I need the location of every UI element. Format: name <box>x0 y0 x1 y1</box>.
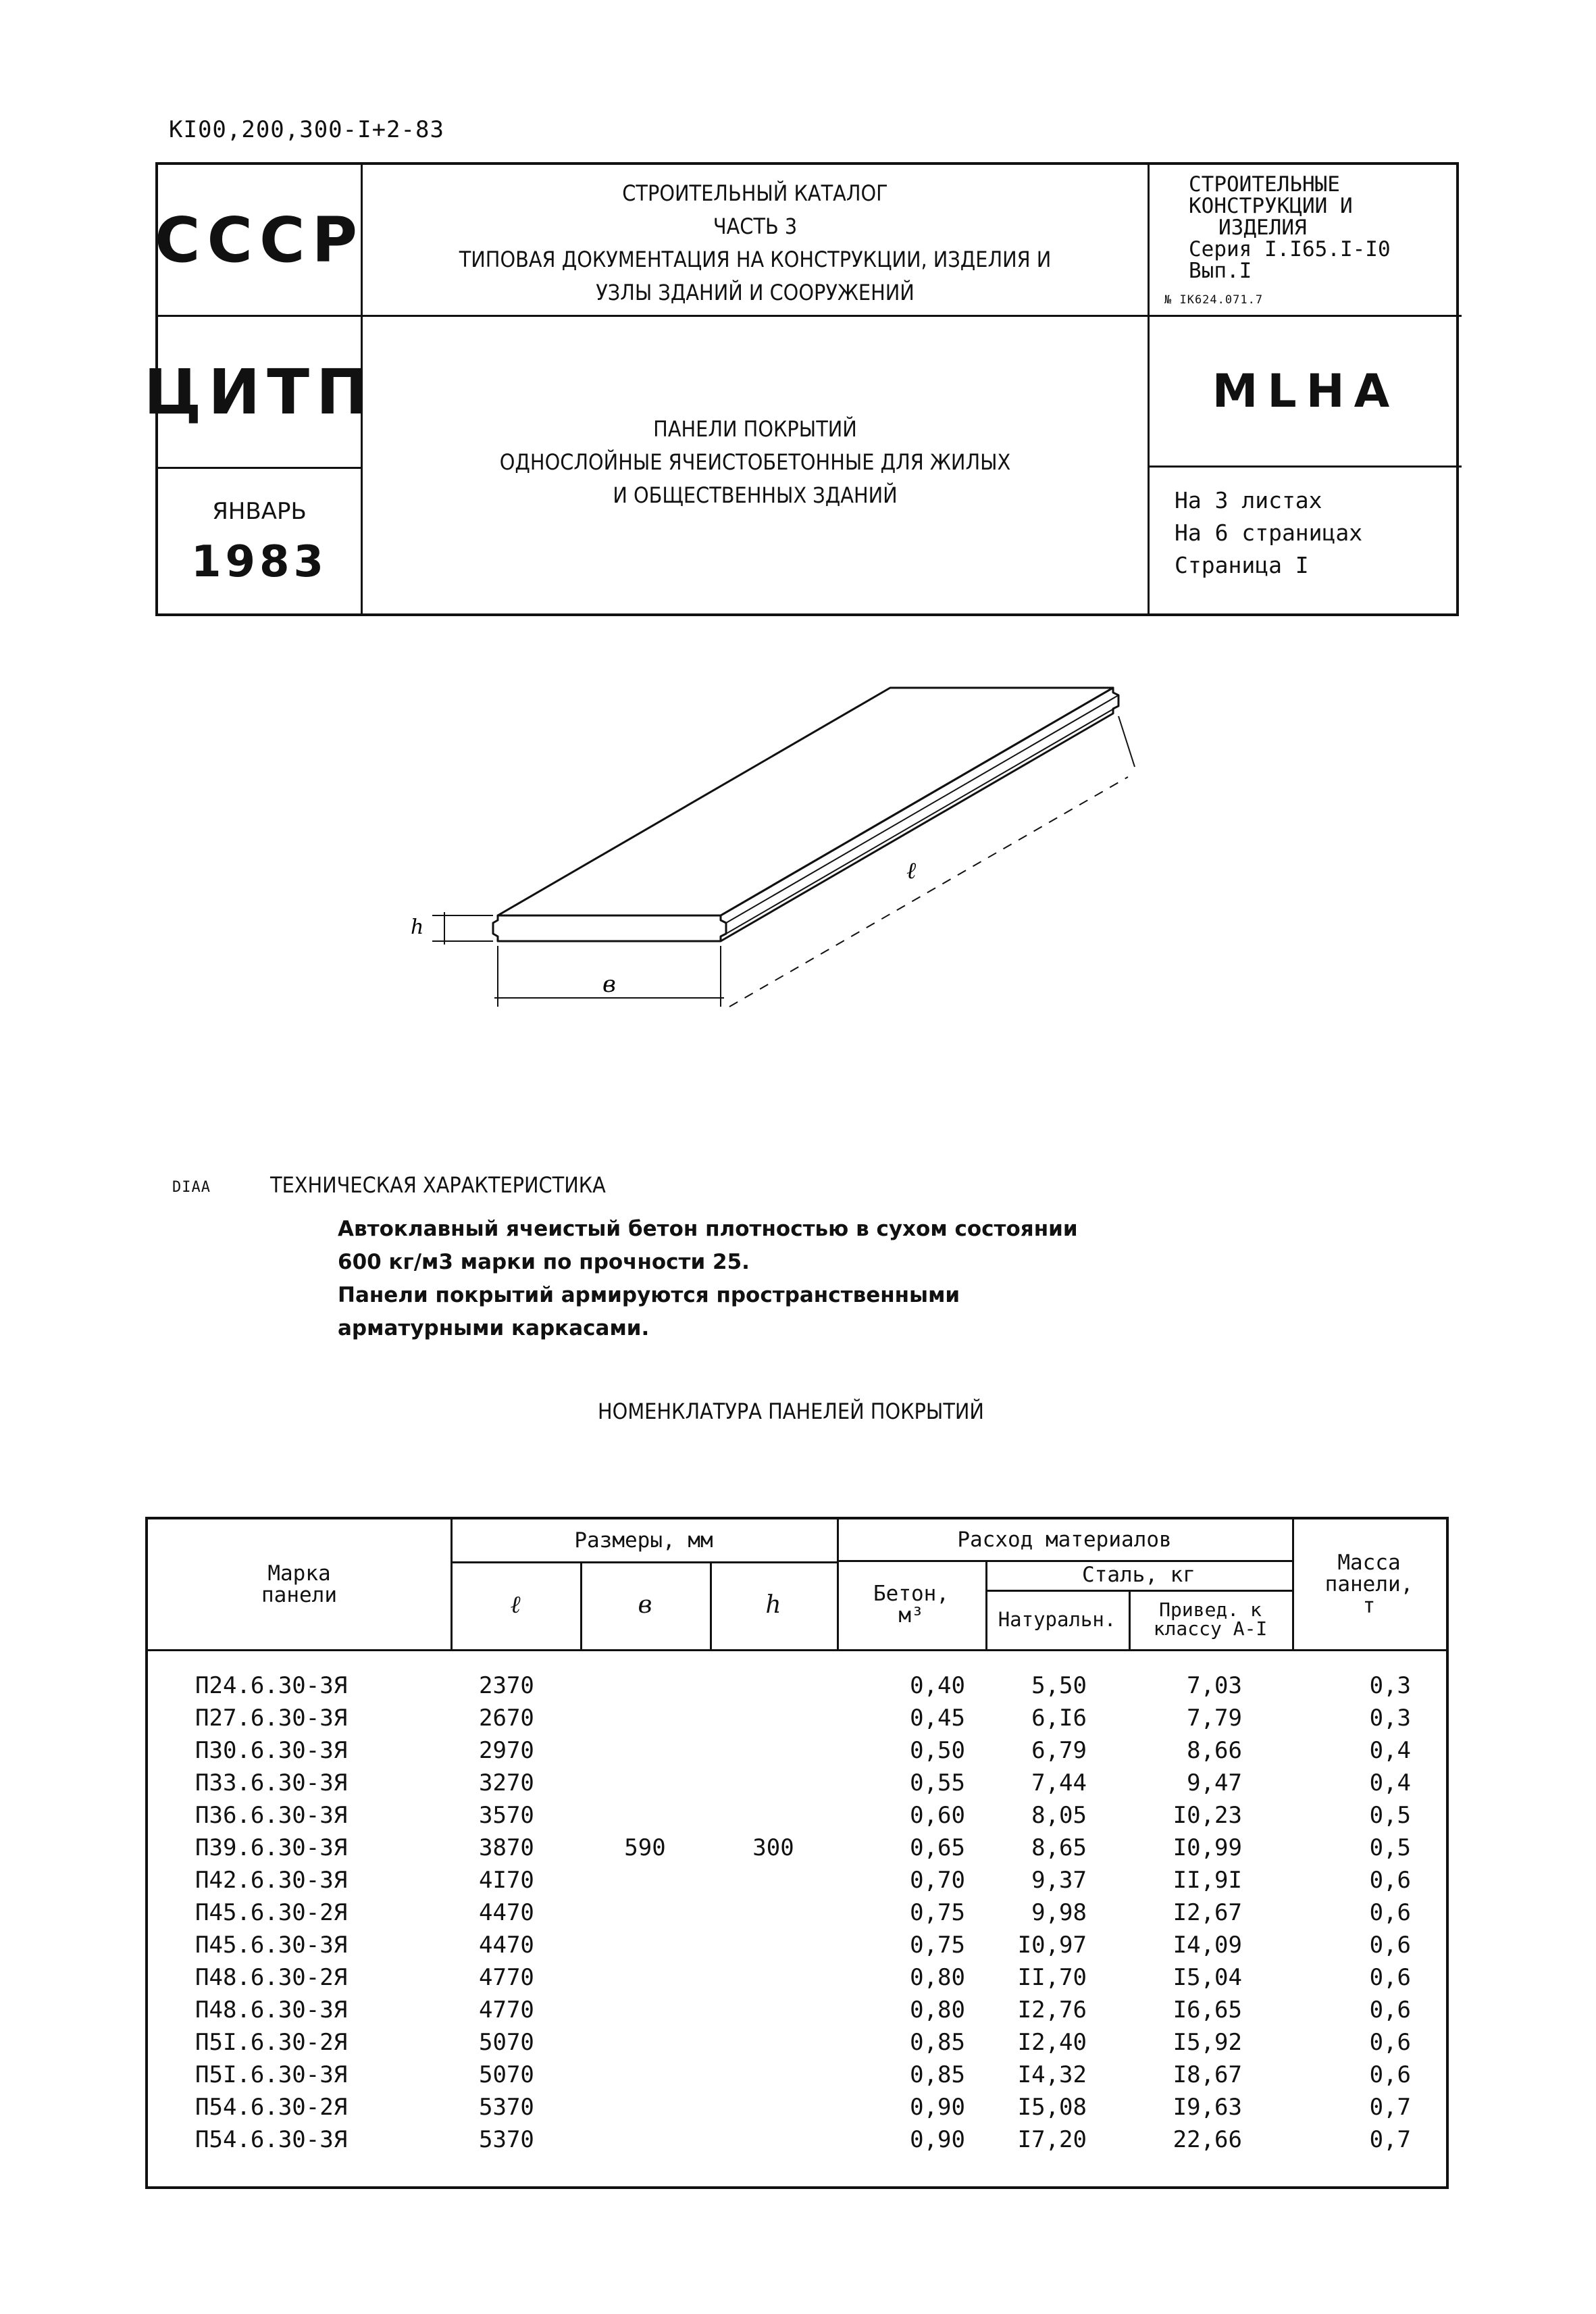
table-cell-steel-natural: 9,37 <box>1031 1867 1087 1894</box>
panel-side-face <box>721 688 1118 941</box>
table-cell-steel-natural: I2,76 <box>1017 1996 1087 2023</box>
tech-line: арматурными каркасами. <box>338 1316 650 1340</box>
table-cell-mass: 0,4 <box>1369 1769 1411 1796</box>
tech-tag: DIAA <box>172 1179 211 1196</box>
table-cell-steel-reduced: 8,66 <box>1187 1737 1242 1764</box>
header-sizes: Размеры, мм <box>574 1528 713 1553</box>
column-concrete <box>864 1669 965 2156</box>
table-cell-steel-natural: I0,97 <box>1017 1932 1087 1959</box>
table-cell-mass: 0,6 <box>1369 1867 1411 1894</box>
series-line: Серия I.I65.I-I0 <box>1189 237 1391 261</box>
table-cell-mark: П27.6.30-3Я <box>195 1705 348 1732</box>
column-mark <box>195 1669 438 2156</box>
table-cell-length: 5370 <box>479 2126 534 2153</box>
table-cell-steel-reduced: 22,66 <box>1173 2126 1242 2153</box>
table-cell-concrete: 0,85 <box>910 2029 965 2056</box>
table-cell-concrete: 0,80 <box>910 1964 965 1991</box>
title-block <box>143 162 1459 616</box>
date-block <box>158 469 361 616</box>
table-cell-steel-natural: I2,40 <box>1017 2029 1087 2056</box>
table-cell-mass: 0,6 <box>1369 2029 1411 2056</box>
table-cell-concrete: 0,90 <box>910 2126 965 2153</box>
table-cell-length: 4470 <box>479 1932 534 1959</box>
table-cell-length: 2670 <box>479 1705 534 1732</box>
header-steel-reduced: Привед. к классу А-I <box>1153 1599 1268 1640</box>
column-height <box>710 1669 837 1864</box>
shared-height-value: 300 <box>752 1834 794 1861</box>
table-cell-mark: П5I.6.30-3Я <box>195 2061 348 2088</box>
table-cell-mark: П30.6.30-3Я <box>195 1737 348 1764</box>
panel-top-face <box>498 688 1113 915</box>
table-cell-length: 3570 <box>479 1802 534 1829</box>
header-steel: Сталь, кг <box>1082 1563 1195 1587</box>
table-cell-mark: П42.6.30-3Я <box>195 1867 348 1894</box>
table-cell-steel-natural: 5,50 <box>1031 1672 1087 1699</box>
table-cell-steel-reduced: I5,04 <box>1173 1964 1242 1991</box>
table-cell-mass: 0,6 <box>1369 1899 1411 1926</box>
table-cell-length: 4470 <box>479 1899 534 1926</box>
document-code: КI00,200,300-I+2-83 <box>169 116 444 143</box>
table-cell-concrete: 0,90 <box>910 2094 965 2121</box>
header-width: в <box>638 1591 652 1619</box>
table-cell-length: 5370 <box>479 2094 534 2121</box>
header-materials: Расход материалов <box>957 1528 1172 1552</box>
table-cell-steel-natural: I7,20 <box>1017 2126 1087 2153</box>
table-cell-length: 2370 <box>479 1672 534 1699</box>
sheet-info <box>1175 482 1458 584</box>
table-cell-mark: П5I.6.30-2Я <box>195 2029 348 2056</box>
table-cell-steel-reduced: I5,92 <box>1173 2029 1242 2056</box>
table-cell-mass: 0,7 <box>1369 2094 1411 2121</box>
column-steel-natural <box>992 1669 1087 2156</box>
header-steel-natural: Натуральн. <box>998 1608 1116 1631</box>
header-mass: Масса панели, т <box>1324 1551 1414 1618</box>
section-line: СТРОИТЕЛЬНЫЕ <box>1189 172 1340 197</box>
table-cell-concrete: 0,40 <box>910 1672 965 1699</box>
table-cell-concrete: 0,85 <box>910 2061 965 2088</box>
document-title <box>363 405 1148 520</box>
table-cell-steel-reduced: 7,03 <box>1187 1672 1242 1699</box>
table-cell-concrete: 0,70 <box>910 1867 965 1894</box>
table-cell-mark: П36.6.30-3Я <box>195 1802 348 1829</box>
title-line: И ОБЩЕСТВЕННЫХ ЗДАНИЙ <box>613 482 898 508</box>
column-mass <box>1310 1669 1411 2156</box>
table-cell-steel-reduced: II,9I <box>1173 1867 1242 1894</box>
panel-end-face <box>493 915 726 941</box>
header-concrete: Бетон, м³ <box>873 1582 949 1628</box>
table-cell-length: 4I70 <box>479 1867 534 1894</box>
series-block <box>1164 170 1455 285</box>
sheet-line: На 3 листах <box>1175 487 1322 513</box>
nomenclature-title: НОМЕНКЛАТУРА ПАНЕЛЕЙ ПОКРЫТИЙ <box>598 1399 984 1424</box>
sheet-line: Страница I <box>1175 552 1309 578</box>
table-cell-steel-natural: 9,98 <box>1031 1899 1087 1926</box>
table-cell-steel-reduced: I4,09 <box>1173 1932 1242 1959</box>
table-cell-steel-reduced: I0,23 <box>1173 1802 1242 1829</box>
dim-line <box>729 777 1128 1007</box>
table-cell-mark: П48.6.30-2Я <box>195 1964 348 1991</box>
tech-line: Панели покрытий армируются пространственными <box>338 1283 960 1307</box>
section-line: КОНСТРУКЦИИ И <box>1189 194 1353 218</box>
dim-line <box>1118 716 1135 767</box>
table-cell-mass: 0,6 <box>1369 1964 1411 1991</box>
sheet-line: На 6 страницах <box>1175 520 1363 546</box>
year: 1983 <box>190 537 328 587</box>
height-label: h <box>411 915 424 939</box>
table-cell-mark: П45.6.30-2Я <box>195 1899 348 1926</box>
table-cell-concrete: 0,55 <box>910 1769 965 1796</box>
header-height: h <box>765 1591 781 1619</box>
table-cell-concrete: 0,80 <box>910 1996 965 2023</box>
table-cell-length: 5070 <box>479 2061 534 2088</box>
header-bottom-line <box>148 1649 1446 1651</box>
table-cell-concrete: 0,45 <box>910 1705 965 1732</box>
table-cell-steel-natural: 8,65 <box>1031 1834 1087 1861</box>
table-cell-length: 5070 <box>479 2029 534 2056</box>
table-cell-concrete: 0,60 <box>910 1802 965 1829</box>
tech-heading: ТЕХНИЧЕСКАЯ ХАРАКТЕРИСТИКА <box>270 1172 606 1198</box>
month: ЯНВАРЬ <box>212 498 307 525</box>
table-cell-mark: П33.6.30-3Я <box>195 1769 348 1796</box>
table-cell-mark: П39.6.30-3Я <box>195 1834 348 1861</box>
table-cell-length: 2970 <box>479 1737 534 1764</box>
table-cell-steel-reduced: 7,79 <box>1187 1705 1242 1732</box>
column-steel-reduced <box>1127 1669 1242 2156</box>
title-line: ОДНОСЛОЙНЫЕ ЯЧЕИСТОБЕТОННЫЕ ДЛЯ ЖИЛЫХ <box>499 449 1011 475</box>
table-cell-steel-natural: 7,44 <box>1031 1769 1087 1796</box>
catalog-line: ЧАСТЬ 3 <box>713 213 798 239</box>
table-cell-mark: П54.6.30-3Я <box>195 2126 348 2153</box>
table-cell-steel-reduced: 9,47 <box>1187 1769 1242 1796</box>
column-length <box>479 1669 560 2156</box>
document-code-mlha: MLHA <box>1212 364 1399 418</box>
table-cell-mass: 0,6 <box>1369 2061 1411 2088</box>
table-cell-mass: 0,6 <box>1369 1932 1411 1959</box>
panel-groove-lines <box>726 695 1118 934</box>
country-label: СССР <box>155 203 364 276</box>
catalog-line: СТРОИТЕЛЬНЫЙ КАТАЛОГ <box>622 180 888 206</box>
table-cell-steel-reduced: I0,99 <box>1173 1834 1242 1861</box>
catalog-line: УЗЛЫ ЗДАНИЙ И СООРУЖЕНИЙ <box>596 280 915 305</box>
table-cell-mark: П45.6.30-3Я <box>195 1932 348 1959</box>
table-cell-length: 4770 <box>479 1964 534 1991</box>
catalog-title <box>363 176 1148 311</box>
table-cell-concrete: 0,75 <box>910 1932 965 1959</box>
table-cell-mark: П48.6.30-3Я <box>195 1996 348 2023</box>
header-length: ℓ <box>510 1591 521 1619</box>
length-label: ℓ <box>906 857 917 884</box>
table-cell-steel-reduced: I9,63 <box>1173 2094 1242 2121</box>
width-label: в <box>602 971 616 998</box>
title-line: ПАНЕЛИ ПОКРЫТИЙ <box>653 416 857 442</box>
divider <box>1148 466 1462 468</box>
table-cell-concrete: 0,65 <box>910 1834 965 1861</box>
tech-body <box>338 1213 1078 1345</box>
table-cell-length: 3270 <box>479 1769 534 1796</box>
panel-drawing <box>392 669 1202 1034</box>
series-line: Вып.I <box>1189 259 1252 283</box>
header-mark: Марка панели <box>261 1561 337 1607</box>
table-cell-length: 4770 <box>479 1996 534 2023</box>
table-cell-steel-natural: 8,05 <box>1031 1802 1087 1829</box>
table-cell-steel-natural: I4,32 <box>1017 2061 1087 2088</box>
table-cell-steel-natural: II,70 <box>1017 1964 1087 1991</box>
shared-width-value: 590 <box>624 1834 666 1861</box>
table-cell-mass: 0,7 <box>1369 2126 1411 2153</box>
table-cell-steel-natural: 6,I6 <box>1031 1705 1087 1732</box>
table-cell-mass: 0,3 <box>1369 1705 1411 1732</box>
table-cell-steel-natural: 6,79 <box>1031 1737 1087 1764</box>
section-line: ИЗДЕЛИЯ <box>1218 216 1307 240</box>
table-cell-steel-reduced: I8,67 <box>1173 2061 1242 2088</box>
catalog-line: ТИПОВАЯ ДОКУМЕНТАЦИЯ НА КОНСТРУКЦИИ, ИЗДЕЛИЯ И <box>459 247 1052 272</box>
tech-line: Автоклавный ячеистый бетон плотностью в сухом состоянии <box>338 1217 1078 1241</box>
table-cell-mark: П24.6.30-3Я <box>195 1672 348 1699</box>
table-cell-concrete: 0,75 <box>910 1899 965 1926</box>
tech-line: 600 кг/м3 марки по прочности 25. <box>338 1250 750 1274</box>
table-cell-mass: 0,3 <box>1369 1672 1411 1699</box>
table-cell-mass: 0,6 <box>1369 1996 1411 2023</box>
table-cell-concrete: 0,50 <box>910 1737 965 1764</box>
table-cell-steel-natural: I5,08 <box>1017 2094 1087 2121</box>
table-cell-steel-reduced: I2,67 <box>1173 1899 1242 1926</box>
table-cell-steel-reduced: I6,65 <box>1173 1996 1242 2023</box>
nomenclature-table <box>145 1517 1449 2189</box>
organization-label: ЦИТП <box>143 355 376 428</box>
table-cell-mark: П54.6.30-2Я <box>195 2094 348 2121</box>
column-width <box>580 1669 710 1864</box>
table-cell-mass: 0,5 <box>1369 1802 1411 1829</box>
registration-number: № IК624.071.7 <box>1164 293 1264 307</box>
table-cell-mass: 0,5 <box>1369 1834 1411 1861</box>
table-cell-mass: 0,4 <box>1369 1737 1411 1764</box>
table-cell-length: 3870 <box>479 1834 534 1861</box>
